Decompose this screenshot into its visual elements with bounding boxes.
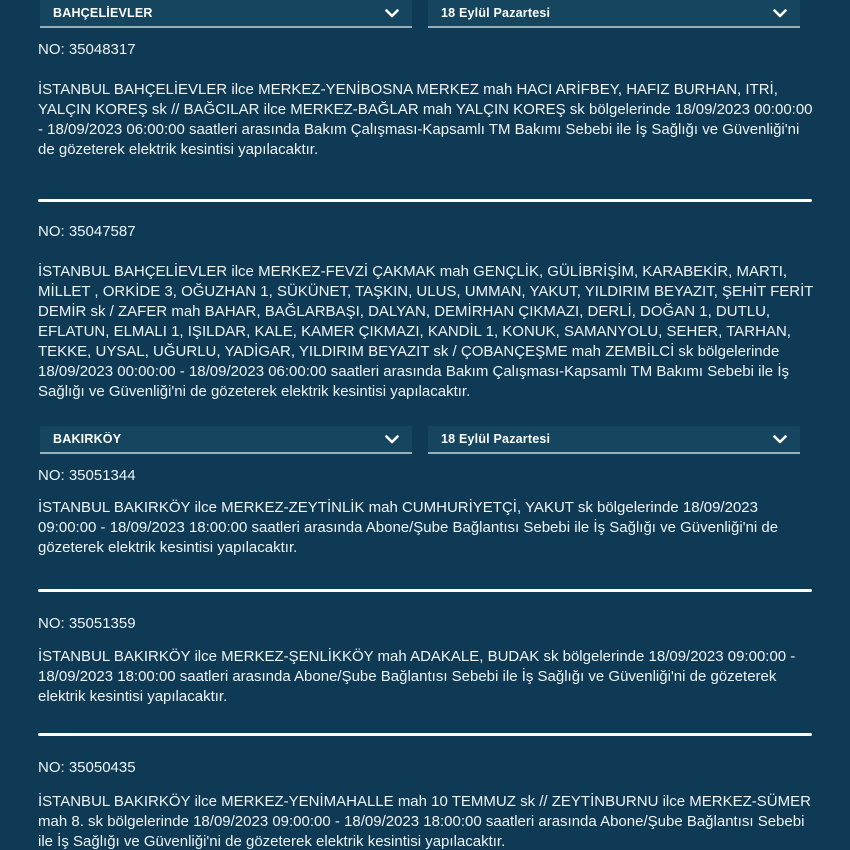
district-select-value: BAHÇELİEVLER [53, 6, 153, 20]
notice-number: NO: 35047587 [38, 223, 136, 240]
date-select[interactable] [428, 426, 800, 454]
chevron-down-icon [773, 435, 787, 444]
district-select[interactable] [40, 0, 412, 28]
divider [38, 199, 812, 202]
notice-text: İSTANBUL BAKIRKÖY ilce MERKEZ-ZEYTİNLİK mah CUMHURİYETÇİ, YAKUT sk bölgelerinde 18/09/2023 09:00:00 - 18/09/2023 18:00:00 saatleri arasında Abone/Şube Bağlantısı Sebebi ile İş Sağlığı ve Güvenliği'ni de gözeterek elektrik kesintisi yapılacaktır. [38, 499, 779, 556]
notice-text: İSTANBUL BAHÇELİEVLER ilce MERKEZ-YENİBOSNA MERKEZ mah HACI ARİFBEY, HAFIZ BURHAN, ITRİ, YALÇIN KOREŞ sk // BAĞCILAR ilce MERKEZ-BAĞLAR mah YALÇIN KOREŞ sk bölgelerinde 18/09/2023 00:00:00 - 18/09/2023 06:00:00 saatleri arasında Bakım Çalışması-Kapsamlı TM Bakımı Sebebi ile İş Sağlığı ve Güvenliği'ni de gözeterek elektrik kesintisi yapılacaktır. [38, 81, 813, 158]
date-select[interactable] [428, 0, 800, 28]
divider [38, 589, 812, 592]
notice-number: NO: 35050435 [38, 759, 136, 776]
district-select-value: BAKIRKÖY [53, 432, 122, 446]
notice-text: İSTANBUL BAKIRKÖY ilce MERKEZ-ŞENLİKKÖY mah ADAKALE, BUDAK sk bölgelerinde 18/09/2023 09:00:00 - 18/09/2023 18:00:00 saatleri arasında Abone/Şube Bağlantısı Sebebi ile İş Sağlığı ve Güvenliği'ni de gözeterek elektrik kesintisi yapılacaktır. [38, 648, 796, 705]
notice-number: NO: 35048317 [38, 41, 136, 58]
notice-number: NO: 35051359 [38, 615, 136, 632]
district-select[interactable] [40, 426, 412, 454]
divider [38, 733, 812, 736]
chevron-down-icon [385, 435, 399, 444]
notice-text: İSTANBUL BAHÇELİEVLER ilce MERKEZ-FEVZİ ÇAKMAK mah GENÇLİK, GÜLİBRİŞİM, KARABEKİR, MARTI, MİLLET , ORKİDE 3, OĞUZHAN 1, SÜKÜNET, TAŞKIN, ULUS, UMMAN, YAKUT, YILDIRIM BEYAZIT, ŞEHİT FERİT DEMİR sk / ZAFER mah BAHAR, BAĞLARBAŞI, DALYAN, DEMİRHAN ÇIKMAZI, DERLİ, DOĞAN 1, DUTLU, EFLATUN, ELMALI 1, IŞILDAR, KALE, KAMER ÇIKMAZI, KANDİL 1, KONUK, SAMANYOLU, SEHER, TARHAN, TEKKE, UYSAL, UĞURLU, YADİGAR, YILDIRIM BEYAZIT sk / ÇOBANÇEŞME mah ZEMBİLCİ sk bölgelerinde 18/09/2023 00:00:00 - 18/09/2023 06:00:00 saatleri arasında Bakım Çalışması-Kapsamlı TM Bakımı Sebebi ile İş Sağlığı ve Güvenliği'ni de gözeterek elektrik kesintisi yapılacaktır. [38, 263, 814, 400]
date-select-value: 18 Eylül Pazartesi [441, 6, 551, 20]
notice-number: NO: 35051344 [38, 467, 136, 484]
chevron-down-icon [773, 9, 787, 18]
date-select-value: 18 Eylül Pazartesi [441, 432, 551, 446]
chevron-down-icon [385, 9, 399, 18]
notice-text: İSTANBUL BAKIRKÖY ilce MERKEZ-YENİMAHALLE mah 10 TEMMUZ sk // ZEYTİNBURNU ilce MERKEZ-SÜMER mah 8. sk bölgelerinde 18/09/2023 09:00:00 - 18/09/2023 18:00:00 saatleri arasında Abone/Şube Bağlantısı Sebebi ile İş Sağlığı ve Güvenliği'ni de gözeterek elektrik kesintisi yapılacaktır. [38, 793, 811, 850]
